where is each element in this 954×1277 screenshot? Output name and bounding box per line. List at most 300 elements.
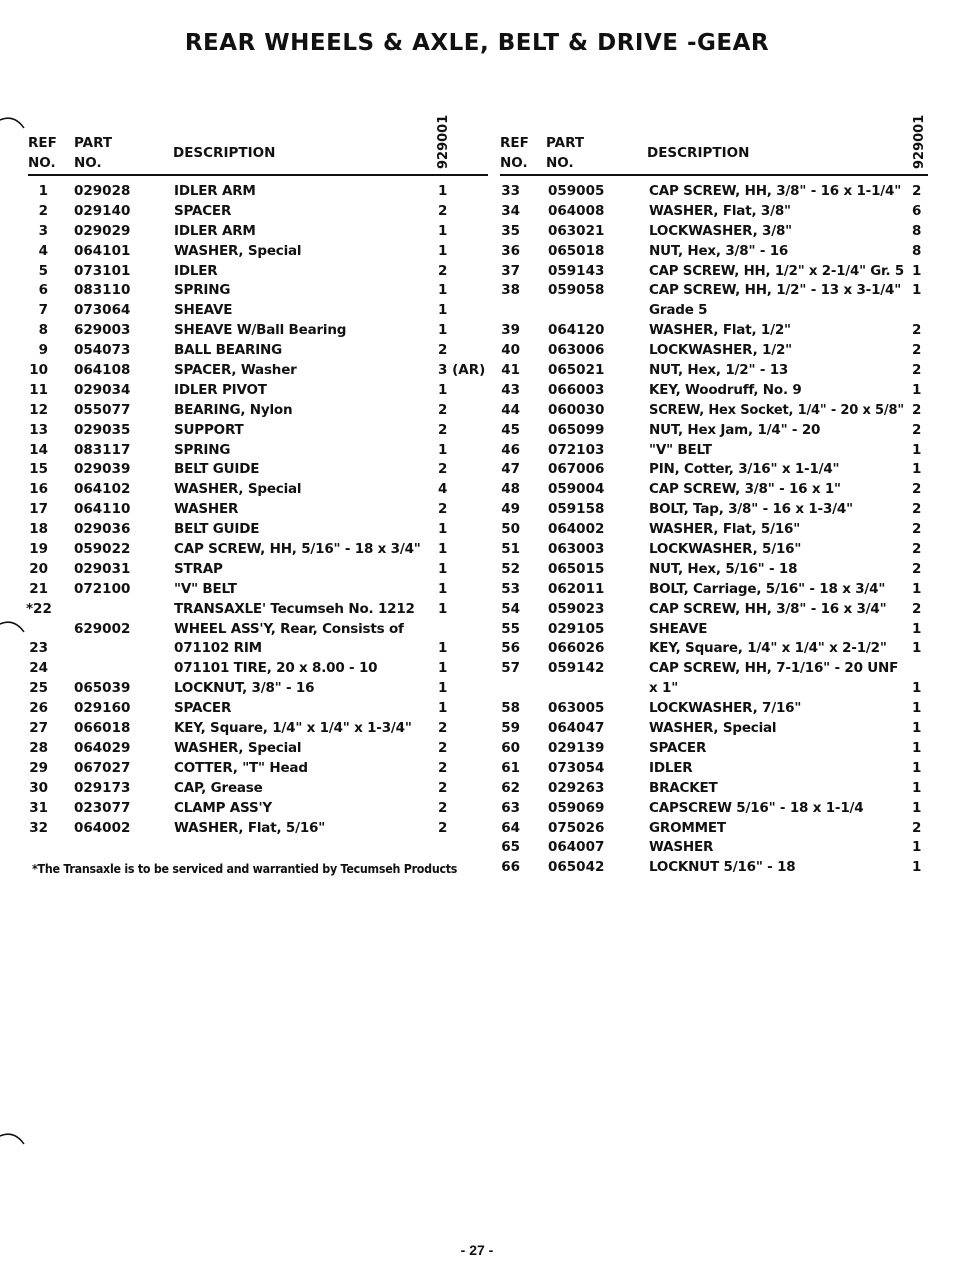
part-description: BOLT, Carriage, 5/16" - 18 x 3/4" <box>649 580 886 597</box>
ref-number: 10 <box>29 362 48 379</box>
part-number: 064102 <box>74 481 131 498</box>
quantity: 2 <box>912 501 922 518</box>
ref-number: 51 <box>501 541 520 558</box>
quantity: 2 <box>912 541 922 558</box>
part-number: 029263 <box>548 779 605 796</box>
part-number: 072103 <box>548 441 605 458</box>
ref-number: 55 <box>501 620 520 637</box>
table-row <box>28 341 488 361</box>
quantity: 1 <box>438 640 448 657</box>
ref-number: 25 <box>29 680 48 697</box>
table-row <box>500 500 928 520</box>
ref-number: 14 <box>29 441 48 458</box>
ref-number: 57 <box>501 660 520 677</box>
ref-header-no: NO. <box>28 155 56 171</box>
table-row <box>28 819 488 839</box>
quantity: 1 <box>438 322 448 339</box>
quantity: 2 <box>912 401 922 418</box>
table-row <box>28 639 488 659</box>
part-description: CAP SCREW, HH, 7-1/16" - 20 UNF <box>649 660 899 677</box>
part-number: 059143 <box>548 262 605 279</box>
part-number: 059023 <box>548 600 605 617</box>
ref-number: 20 <box>29 560 48 577</box>
table-row <box>500 441 928 461</box>
ref-header: REF <box>28 135 57 151</box>
part-description: SPRING <box>174 441 231 458</box>
quantity: 8 <box>912 242 922 259</box>
part-header: PART <box>74 135 113 151</box>
part-description: WHEEL ASS'Y, Rear, Consists of <box>174 620 404 637</box>
quantity: 3 (AR) <box>438 362 486 379</box>
table-row <box>500 838 928 858</box>
part-number: 059005 <box>548 183 605 199</box>
ref-number: 37 <box>501 262 520 279</box>
part-header-no: NO. <box>74 155 102 171</box>
part-number: 029036 <box>74 521 131 538</box>
binding-mark-icon <box>0 112 28 132</box>
ref-number: 17 <box>29 501 48 518</box>
table-row <box>28 202 488 222</box>
quantity: 1 <box>912 680 922 697</box>
quantity: 1 <box>912 759 922 776</box>
ref-number: 40 <box>501 342 520 359</box>
ref-number: 30 <box>29 779 48 796</box>
part-description: x 1" <box>649 680 679 697</box>
page-number: - 27 - <box>460 1242 494 1258</box>
part-description: WASHER, Special <box>174 481 302 498</box>
model-header: 929001 <box>436 114 451 169</box>
ref-number: *22 <box>26 600 52 617</box>
quantity: 1 <box>912 839 922 856</box>
quantity: 2 <box>438 342 448 359</box>
ref-number: 29 <box>29 759 48 776</box>
binding-mark-icon <box>0 616 28 636</box>
part-number: 075026 <box>548 819 605 836</box>
table-row <box>28 759 488 779</box>
table-row <box>500 699 928 719</box>
ref-number: 24 <box>29 660 48 677</box>
part-description: STRAP <box>174 560 223 577</box>
ref-number: 21 <box>29 580 48 597</box>
ref-number: 46 <box>501 441 520 458</box>
table-row <box>28 560 488 580</box>
part-number: 059004 <box>548 481 605 498</box>
quantity: 2 <box>912 421 922 438</box>
part-description: SPACER, Washer <box>174 362 297 379</box>
part-number: 083110 <box>74 282 131 299</box>
part-description: CAP SCREW, 3/8" - 16 x 1" <box>649 481 841 498</box>
part-description: LOCKNUT 5/16" - 18 <box>649 859 796 876</box>
part-number: 064047 <box>548 720 605 737</box>
ref-number: 7 <box>38 302 48 319</box>
part-description: BELT GUIDE <box>174 461 260 478</box>
table-row <box>28 620 488 640</box>
quantity: 1 <box>438 302 448 319</box>
quantity: 1 <box>912 859 922 876</box>
part-number: 063005 <box>548 700 605 717</box>
ref-number: 61 <box>501 759 520 776</box>
ref-number: 66 <box>501 859 520 876</box>
parts-table-left <box>28 116 488 838</box>
part-number: 029031 <box>74 560 131 577</box>
part-description: "V" BELT <box>174 580 237 597</box>
quantity: 1 <box>438 580 448 597</box>
part-number: 064108 <box>74 362 131 379</box>
ref-number: 48 <box>501 481 520 498</box>
part-number: 029160 <box>74 700 131 717</box>
quantity: 2 <box>438 461 448 478</box>
quantity: 1 <box>912 620 922 637</box>
ref-number: 59 <box>501 720 520 737</box>
part-description: BOLT, Tap, 3/8" - 16 x 1-3/4" <box>649 501 853 518</box>
part-number: 060030 <box>548 401 605 418</box>
table-row <box>500 182 928 202</box>
quantity: 4 <box>438 481 448 498</box>
table-row <box>28 182 488 202</box>
table-row <box>500 281 928 301</box>
table-row <box>500 600 928 620</box>
part-description: 071102 RIM <box>174 640 262 657</box>
part-description: TRANSAXLE' Tecumseh No. 1212 <box>174 600 415 617</box>
quantity: 2 <box>438 739 448 756</box>
part-number: 029140 <box>74 202 131 219</box>
part-description: CAP SCREW, HH, 5/16" - 18 x 3/4" <box>174 541 421 558</box>
part-description: PIN, Cotter, 3/16" x 1-1/4" <box>649 461 840 478</box>
table-row <box>28 480 488 500</box>
part-description: "V" BELT <box>649 441 712 458</box>
ref-number: 39 <box>501 322 520 339</box>
quantity: 2 <box>438 779 448 796</box>
part-description: SPACER <box>174 202 232 219</box>
table-row <box>28 580 488 600</box>
part-number: 072100 <box>74 580 131 597</box>
table-row <box>500 301 928 321</box>
part-description: CAP SCREW, HH, 1/2" x 2-1/4" Gr. 5 <box>649 262 904 279</box>
part-description: LOCKNUT, 3/8" - 16 <box>174 680 315 697</box>
quantity: 1 <box>438 441 448 458</box>
quantity: 1 <box>438 700 448 717</box>
part-number: 064008 <box>548 202 605 219</box>
ref-number: 49 <box>501 501 520 518</box>
table-row <box>500 242 928 262</box>
ref-number: 34 <box>501 202 520 219</box>
table-row <box>500 819 928 839</box>
quantity: 2 <box>438 202 448 219</box>
part-number: 029139 <box>548 739 605 756</box>
quantity: 2 <box>438 720 448 737</box>
part-number: 073054 <box>548 759 605 776</box>
ref-number: 13 <box>29 421 48 438</box>
quantity: 1 <box>438 242 448 259</box>
ref-number: 44 <box>501 401 520 418</box>
ref-number: 2 <box>38 202 48 219</box>
ref-number: 33 <box>501 183 520 199</box>
table-row <box>500 639 928 659</box>
part-number: 064007 <box>548 839 605 856</box>
part-number: 064002 <box>74 819 131 836</box>
ref-header: REF <box>500 135 529 151</box>
table-row <box>28 520 488 540</box>
table-row <box>500 222 928 242</box>
ref-number: 6 <box>38 282 48 299</box>
table-row <box>500 580 928 600</box>
part-description: IDLER <box>649 759 693 776</box>
quantity: 2 <box>912 819 922 836</box>
part-description: KEY, Square, 1/4" x 1/4" x 1-3/4" <box>174 720 412 737</box>
part-description: LOCKWASHER, 5/16" <box>649 541 802 558</box>
table-row <box>28 242 488 262</box>
part-description: BEARING, Nylon <box>174 401 293 418</box>
part-description: LOCKWASHER, 1/2" <box>649 342 792 359</box>
quantity: 1 <box>438 541 448 558</box>
part-number: 059058 <box>548 282 605 299</box>
part-number: 073101 <box>74 262 131 279</box>
quantity: 1 <box>438 381 448 398</box>
parts-table-right <box>500 116 928 878</box>
ref-number: 28 <box>29 739 48 756</box>
part-number: 065021 <box>548 362 605 379</box>
part-header: PART <box>546 135 585 151</box>
page-title: REAR WHEELS & AXLE, BELT & DRIVE -GEAR <box>184 30 770 56</box>
table-row <box>28 799 488 819</box>
model-header: 929001 <box>912 114 927 169</box>
part-number: 065042 <box>548 859 605 876</box>
quantity: 2 <box>438 421 448 438</box>
quantity: 1 <box>912 580 922 597</box>
quantity: 2 <box>912 362 922 379</box>
part-number: 063003 <box>548 541 605 558</box>
part-description: IDLER PIVOT <box>174 381 267 398</box>
table-row <box>500 620 928 640</box>
part-number: 029105 <box>548 620 605 637</box>
quantity: 1 <box>438 560 448 577</box>
part-number: 066003 <box>548 381 605 398</box>
quantity: 1 <box>438 600 448 617</box>
part-description: NUT, Hex, 5/16" - 18 <box>649 560 798 577</box>
table-row <box>500 262 928 282</box>
table-row <box>500 759 928 779</box>
table-row <box>500 401 928 421</box>
table-row <box>28 779 488 799</box>
part-number: 059022 <box>74 541 131 558</box>
part-number: 063021 <box>548 222 605 239</box>
table-row <box>28 500 488 520</box>
part-number: 064120 <box>548 322 605 339</box>
ref-number: 8 <box>38 322 48 339</box>
quantity: 1 <box>912 700 922 717</box>
ref-number: 50 <box>501 521 520 538</box>
part-description: SHEAVE W/Ball Bearing <box>174 322 347 339</box>
ref-number: 38 <box>501 282 520 299</box>
part-number: 059158 <box>548 501 605 518</box>
part-number: 029039 <box>74 461 131 478</box>
part-description: CAP SCREW, HH, 3/8" - 16 x 3/4" <box>649 600 887 617</box>
part-description: WASHER, Special <box>649 720 777 737</box>
quantity: 2 <box>912 481 922 498</box>
quantity: 1 <box>912 640 922 657</box>
part-description: COTTER, "T" Head <box>174 759 308 776</box>
footnote: *The Transaxle is to be serviced and warrantied by Tecumseh Products <box>32 861 458 876</box>
quantity: 1 <box>912 441 922 458</box>
part-description: IDLER ARM <box>174 222 256 239</box>
part-description: 071101 TIRE, 20 x 8.00 - 10 <box>174 660 378 677</box>
part-description: CAP SCREW, HH, 1/2" - 13 x 3-1/4" <box>649 282 902 299</box>
ref-number: 47 <box>501 461 520 478</box>
binding-mark-icon <box>0 1128 28 1148</box>
quantity: 2 <box>438 401 448 418</box>
part-description: NUT, Hex, 1/2" - 13 <box>649 362 789 379</box>
part-number: 065018 <box>548 242 605 259</box>
part-description: CAPSCREW 5/16" - 18 x 1-1/4 <box>649 799 864 816</box>
quantity: 1 <box>912 720 922 737</box>
part-description: CLAMP ASS'Y <box>174 799 272 816</box>
part-number: 065039 <box>74 680 131 697</box>
description-header: DESCRIPTION <box>173 145 276 161</box>
part-number: 029034 <box>74 381 131 398</box>
quantity: 8 <box>912 222 922 239</box>
table-row <box>28 739 488 759</box>
quantity: 2 <box>912 342 922 359</box>
part-number: 064002 <box>548 521 605 538</box>
table-row <box>500 540 928 560</box>
part-description: KEY, Square, 1/4" x 1/4" x 2-1/2" <box>649 640 887 657</box>
table-row <box>500 381 928 401</box>
part-description: WASHER, Flat, 1/2" <box>649 322 791 339</box>
table-row <box>28 281 488 301</box>
ref-header-no: NO. <box>500 155 528 171</box>
part-number: 066018 <box>74 720 131 737</box>
table-header <box>28 116 488 176</box>
quantity: 2 <box>438 819 448 836</box>
ref-number: 23 <box>29 640 48 657</box>
table-row <box>500 520 928 540</box>
table-row <box>28 540 488 560</box>
table-row <box>500 659 928 679</box>
description-header: DESCRIPTION <box>647 145 750 161</box>
quantity: 2 <box>438 262 448 279</box>
quantity: 2 <box>912 560 922 577</box>
part-number: 064101 <box>74 242 131 259</box>
table-row <box>28 460 488 480</box>
quantity: 1 <box>912 461 922 478</box>
part-number: 629002 <box>74 620 131 637</box>
part-number: 064110 <box>74 501 131 518</box>
quantity: 1 <box>912 739 922 756</box>
part-number: 054073 <box>74 342 131 359</box>
table-row <box>500 560 928 580</box>
part-description: CAP SCREW, HH, 3/8" - 16 x 1-1/4" <box>649 183 902 199</box>
part-number: 029028 <box>74 183 131 199</box>
ref-number: 53 <box>501 580 520 597</box>
table-row <box>28 361 488 381</box>
table-row <box>28 262 488 282</box>
part-description: BELT GUIDE <box>174 521 260 538</box>
ref-number: 64 <box>501 819 520 836</box>
part-header-no: NO. <box>546 155 574 171</box>
table-row <box>500 779 928 799</box>
part-description: WASHER, Special <box>174 739 302 756</box>
part-number: 065015 <box>548 560 605 577</box>
ref-number: 58 <box>501 700 520 717</box>
quantity: 2 <box>912 521 922 538</box>
ref-number: 3 <box>38 222 48 239</box>
ref-number: 32 <box>29 819 48 836</box>
part-description: NUT, Hex, 3/8" - 16 <box>649 242 789 259</box>
part-description: BALL BEARING <box>174 342 282 359</box>
table-row <box>500 341 928 361</box>
part-number: 029035 <box>74 421 131 438</box>
table-row <box>500 719 928 739</box>
part-number: 055077 <box>74 401 131 418</box>
part-description: WASHER, Flat, 3/8" <box>649 202 791 219</box>
table-row <box>28 600 488 620</box>
table-row <box>500 202 928 222</box>
part-description: SUPPORT <box>174 421 244 438</box>
quantity: 1 <box>438 183 448 199</box>
quantity: 2 <box>438 501 448 518</box>
table-row <box>500 480 928 500</box>
table-row <box>500 739 928 759</box>
part-description: SCREW, Hex Socket, 1/4" - 20 x 5/8" <box>649 401 904 418</box>
ref-number: 62 <box>501 779 520 796</box>
ref-number: 16 <box>29 481 48 498</box>
ref-number: 18 <box>29 521 48 538</box>
part-number: 073064 <box>74 302 131 319</box>
quantity: 1 <box>912 799 922 816</box>
quantity: 1 <box>912 381 922 398</box>
quantity: 2 <box>438 759 448 776</box>
part-description: SHEAVE <box>649 620 708 637</box>
ref-number: 63 <box>501 799 520 816</box>
part-description: CAP, Grease <box>174 779 263 796</box>
part-description: LOCKWASHER, 3/8" <box>649 222 792 239</box>
table-row <box>28 679 488 699</box>
part-number: 059069 <box>548 799 605 816</box>
table-row <box>500 799 928 819</box>
table-header <box>500 116 928 176</box>
part-description: SPRING <box>174 282 231 299</box>
quantity: 1 <box>912 779 922 796</box>
part-description: WASHER <box>174 501 239 518</box>
part-number: 066026 <box>548 640 605 657</box>
ref-number: 45 <box>501 421 520 438</box>
quantity: 2 <box>912 183 922 199</box>
quantity: 2 <box>438 799 448 816</box>
table-row <box>28 719 488 739</box>
part-description: WASHER, Special <box>174 242 302 259</box>
part-number: 067027 <box>74 759 131 776</box>
parts-list-left <box>28 182 488 838</box>
part-number: 023077 <box>74 799 131 816</box>
ref-number: 15 <box>29 461 48 478</box>
quantity: 6 <box>912 202 922 219</box>
ref-number: 11 <box>29 381 48 398</box>
quantity: 1 <box>438 660 448 677</box>
part-description: KEY, Woodruff, No. 9 <box>649 381 802 398</box>
part-description: IDLER <box>174 262 218 279</box>
quantity: 1 <box>438 282 448 299</box>
ref-number: 26 <box>29 700 48 717</box>
parts-list-right <box>500 182 928 878</box>
table-row <box>28 301 488 321</box>
part-description: IDLER ARM <box>174 183 256 199</box>
part-description: WASHER, Flat, 5/16" <box>649 521 801 538</box>
part-description: SHEAVE <box>174 302 233 319</box>
part-number: 064029 <box>74 739 131 756</box>
table-row <box>28 421 488 441</box>
part-number: 083117 <box>74 441 131 458</box>
ref-number: 12 <box>29 401 48 418</box>
